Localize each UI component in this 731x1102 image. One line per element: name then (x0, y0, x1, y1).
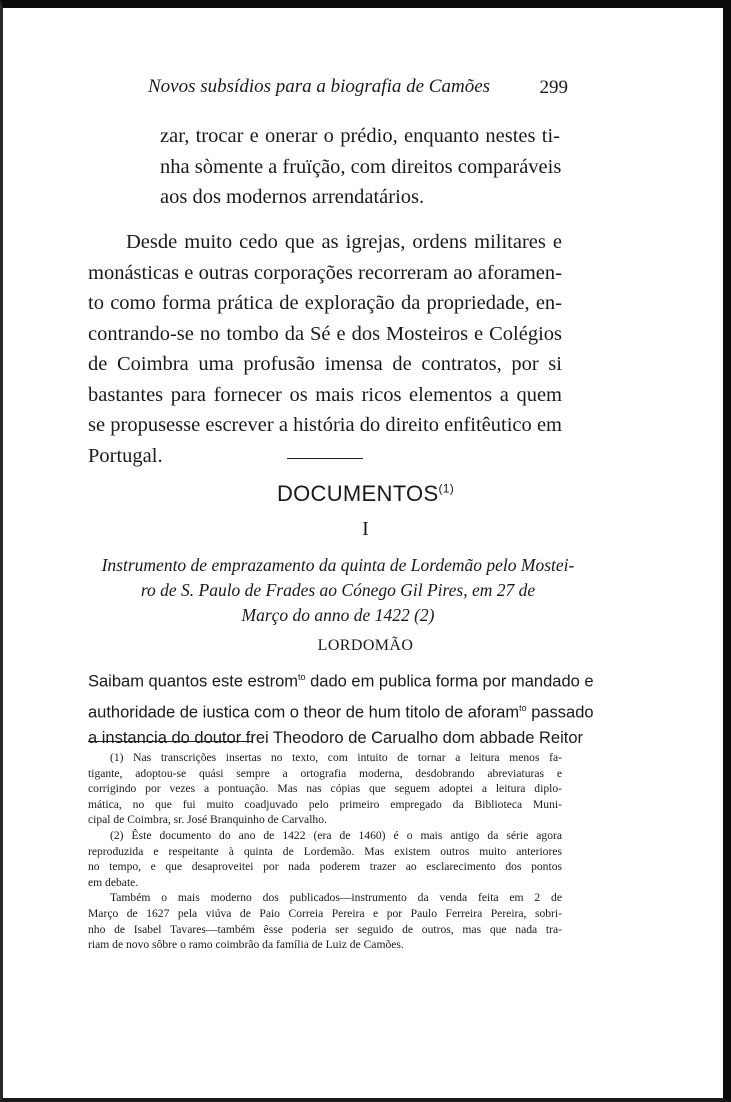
text-line: Desde muito cedo que as igrejas, ordens militares e (126, 231, 562, 253)
heading-line: ro de S. Paulo de Frades ao Cónego Gil Pires, em 27 de (140, 580, 536, 600)
text-line: nha sòmente a fruïção, com direitos comparáveis (160, 155, 562, 178)
footnote-line: nho de Isabel Tavares—também êsse poderia ser seguido de outros, mas que nada tra- (88, 922, 562, 936)
text-line: bastantes para fornecer os mais ricos elementos a quem (88, 383, 562, 406)
transcript-text: passado (526, 703, 594, 721)
text-line: se propusesse escrever a história do direito enfitêutico em (88, 414, 562, 436)
transcript-text: authoridade de iustica com o theor de hum titolo de aforam (88, 703, 520, 721)
transcript-paragraph (88, 664, 594, 751)
heading-line: Março do anno de 1422 (2) (241, 605, 435, 625)
document-number: I (362, 518, 369, 540)
abbrev-superscript: to (519, 702, 527, 713)
text-line: contrando-se no tombo da Sé e dos Mosteiros e Colégios (88, 322, 562, 345)
footnote-line: no tempo, e que desaproveitei por nada poderem trazer ao esclarecimento dos pontos (88, 860, 562, 874)
footnote-line: reproduzida e respeitante à quinta de Lordemão. Mas existem outros muito anteriores (88, 844, 562, 858)
page-number: 299 (539, 77, 568, 98)
transcript-line: a instancia do doutor frei Theodoro de Carualho dom abbade Reitor (88, 729, 584, 747)
place-heading: LORDOMÃO (317, 637, 414, 654)
section-divider (287, 458, 363, 459)
main-paragraph (88, 227, 562, 471)
transcript-text: Saibam quantos este estrom (88, 672, 299, 691)
text-line: to como forma prática de exploração da propriedade, en- (88, 292, 562, 314)
heading-line: Instrumento de emprazamento da quinta de Lordemão pelo Mostei- (101, 555, 575, 575)
footnote-2 (88, 828, 562, 890)
footnotes (88, 750, 562, 953)
running-title: Novos subsídios para a biografia de Camões (148, 76, 491, 97)
footnote-line: tigante, adoptou-se quási sempre a ortografia moderna, desdobrando abreviaturas e (88, 766, 562, 780)
text-line: Portugal. (88, 444, 163, 467)
documents-title (0, 481, 731, 507)
text-line: monásticas e outras corporações recorreram ao aforamen- (88, 261, 562, 284)
intro-paragraph (160, 121, 560, 213)
footnote-line: mática, no que fui muito coadjuvado pelo primeiro empregado da Biblioteca Muni- (88, 797, 562, 811)
footnote-line: corrigindo por vezes a pontuação. Mas nas cópias que seguem adoptei a leitura diplo- (88, 782, 562, 796)
footnote-2-continued (88, 890, 562, 952)
documents-title-footnote-ref: (1) (438, 481, 455, 496)
transcript-line (88, 695, 594, 726)
document-heading (100, 553, 576, 628)
footnote-line: Também o mais moderno dos publicados—instrumento da venda feita em 2 de (110, 891, 562, 905)
text-line: de Coimbra uma profusão imensa de contratos, por si (88, 353, 562, 375)
footnote-line: riam de novo sôbre o ramo coimbrão da família de Luiz de Camões. (88, 938, 404, 952)
footnote-line: (2) Êste documento do ano de 1422 (era de 1460) é o mais antigo da série agora (110, 828, 562, 842)
footnote-divider (88, 741, 252, 742)
abbrev-superscript: to (298, 672, 306, 682)
footnote-line: cipal de Coimbra, sr. José Branquinho de Carvalho. (88, 813, 327, 827)
footnote-1 (88, 750, 562, 828)
transcript-line (88, 664, 594, 695)
footnote-line: (1) Nas transcrições insertas no texto, com intuito de tornar a leitura menos fa- (110, 751, 562, 764)
text-line: zar, trocar e onerar o prédio, enquanto nestes ti- (160, 125, 560, 147)
transcript-text: dado em publica forma por mandado e (305, 672, 594, 691)
footnote-line: em debate. (88, 875, 139, 889)
footnote-line: Março de 1627 pela viúva de Paio Correia Pereira e por Paulo Ferreira Pereira, sobri- (88, 906, 562, 920)
documents-title-text: DOCUMENTOS (276, 481, 439, 506)
text-line: aos dos modernos arrendatários. (160, 186, 425, 208)
